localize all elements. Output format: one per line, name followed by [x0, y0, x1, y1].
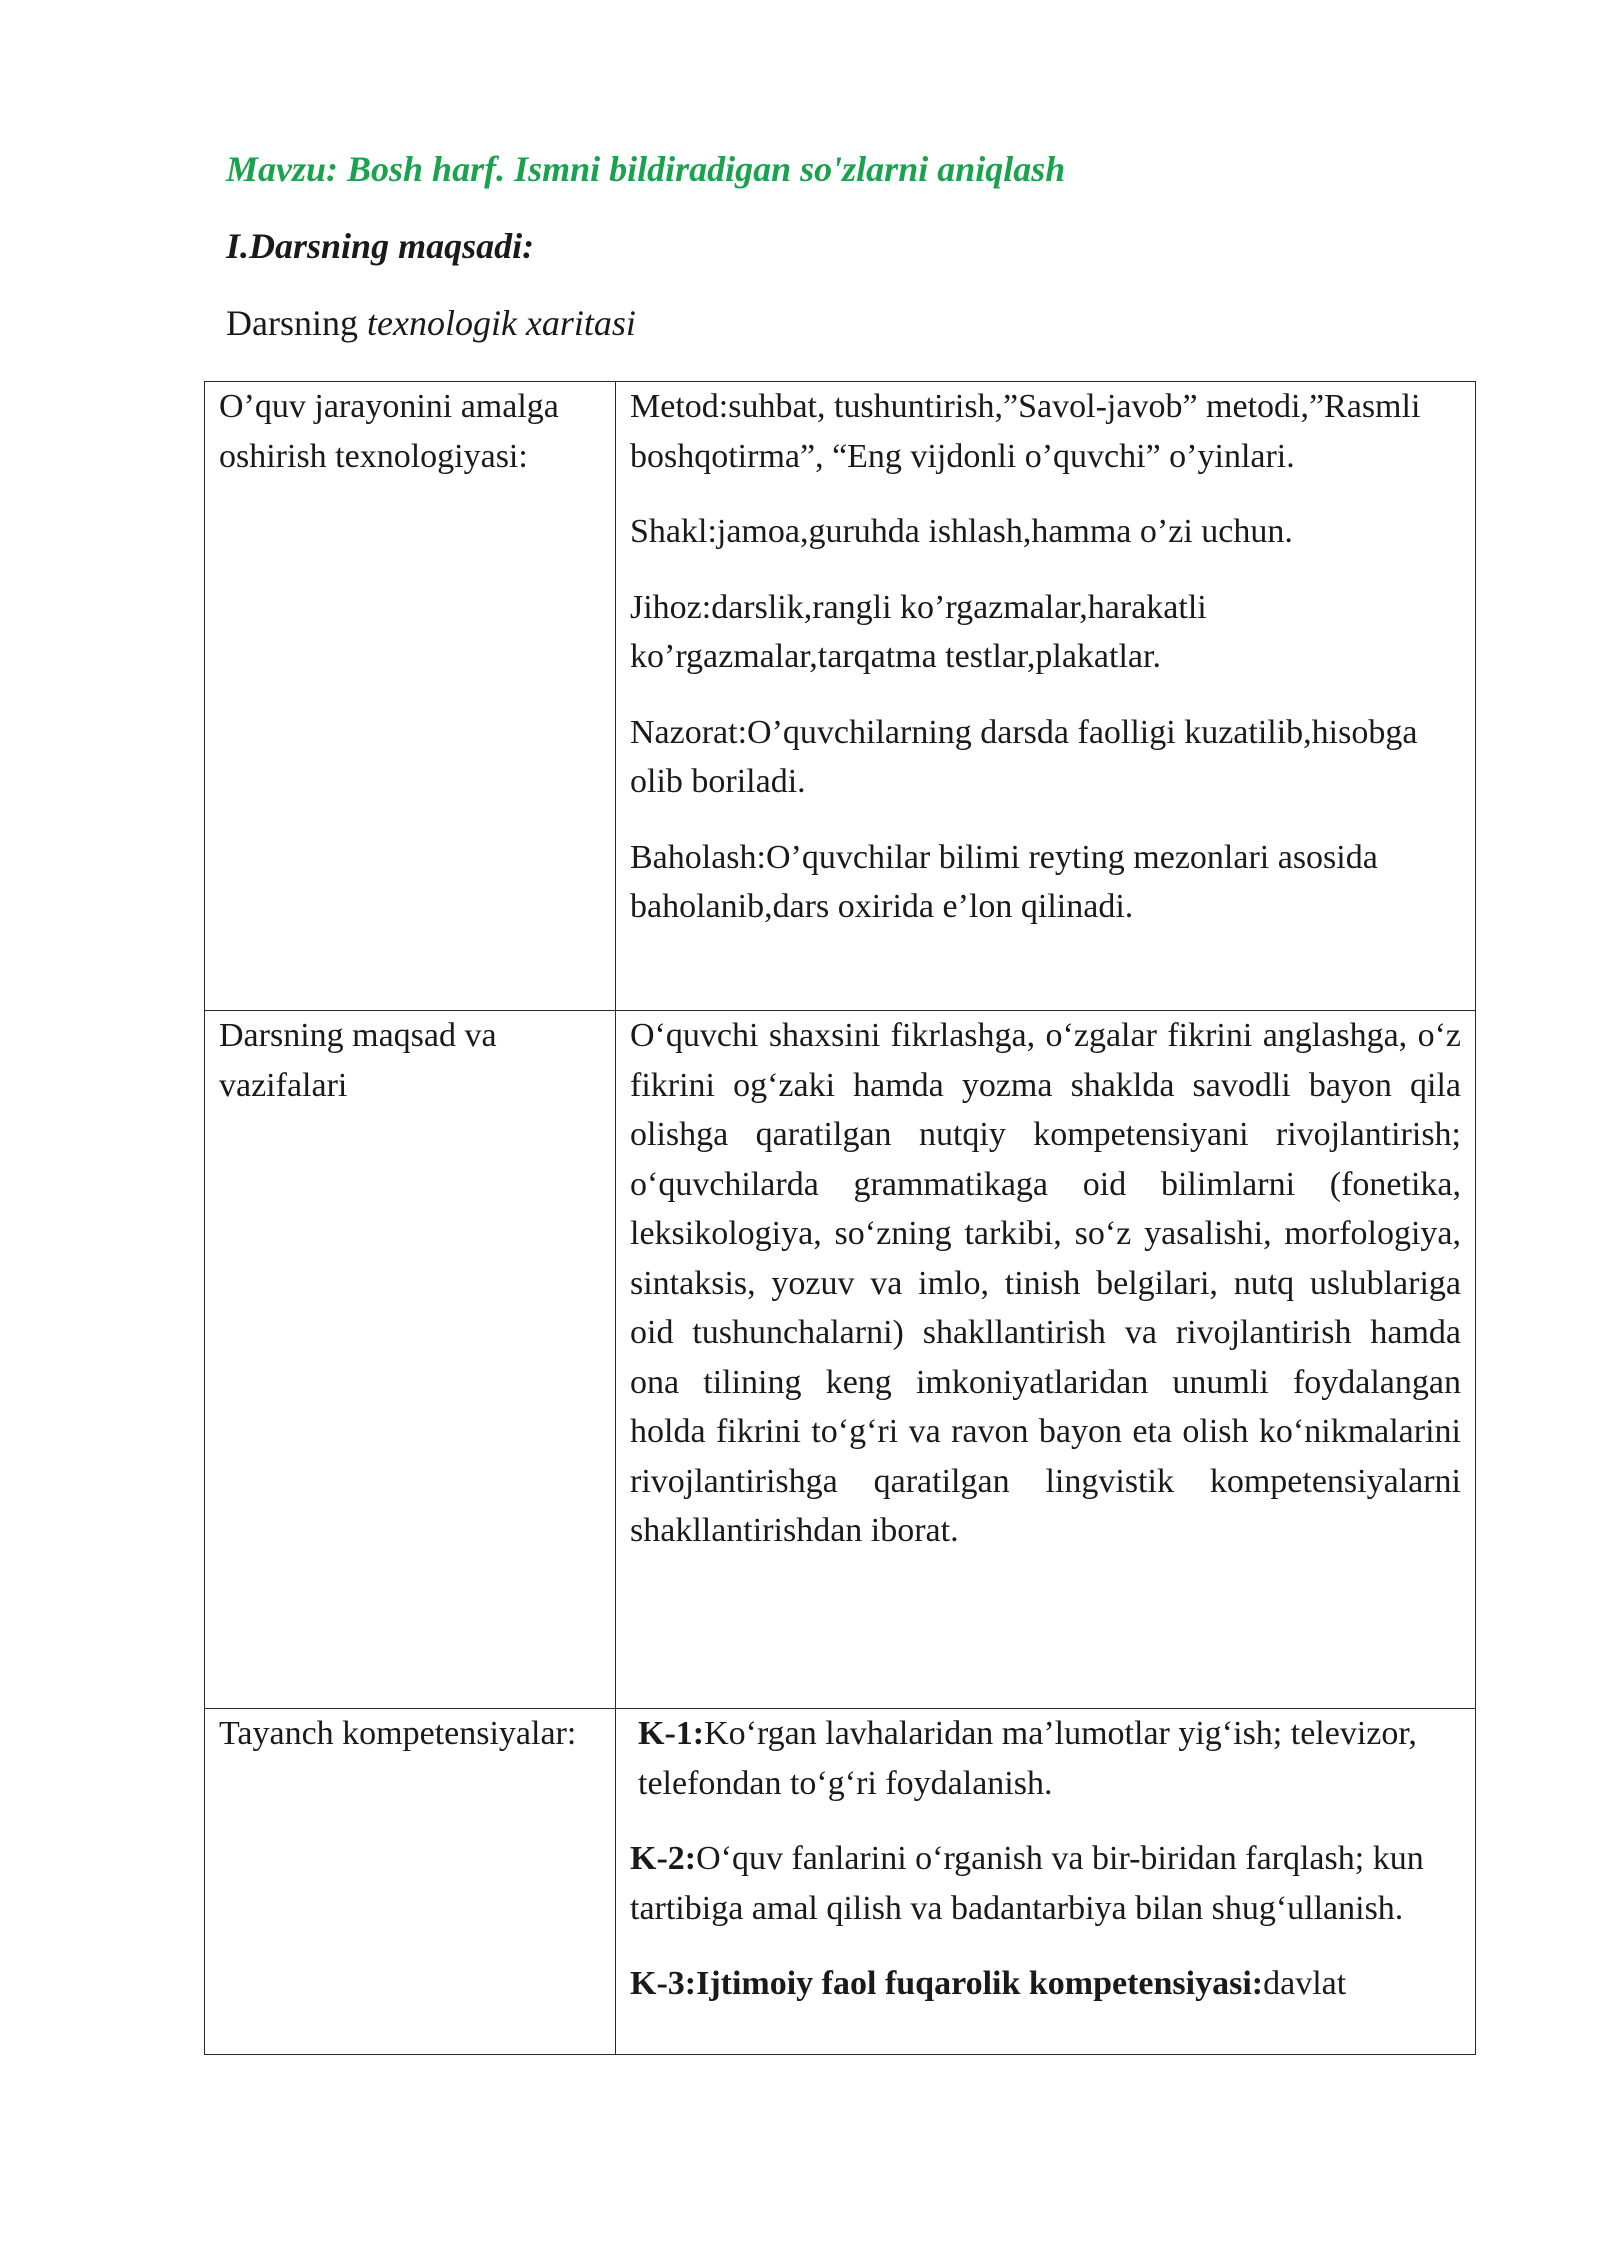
competency-k3: K-3:Ijtimoiy faol fuqarolik kompetensiyasi:davlat — [630, 1965, 1347, 2002]
competency-code: K-1: — [638, 1715, 705, 1752]
technology-map-caption — [226, 302, 636, 344]
row-label: Tayanch kompetensiyalar: — [205, 1709, 616, 2055]
control-paragraph: Nazorat:O’quvchilarning darsda faolligi kuzatilib,hisobga olib boriladi. — [630, 713, 1418, 800]
method-paragraph: Metod:suhbat, tushuntirish,”Savol-javob” metodi,”Rasmli boshqotirma”, “Eng vijdonli o’quvchi” o’yinlari. — [630, 388, 1421, 475]
competency-k1: K-1:Ko‘rgan lavhalaridan ma’lumotlar yig‘ish; televizor, telefondan to‘g‘ri foydalanish. — [638, 1715, 1417, 1802]
row-content — [616, 1011, 1476, 1709]
form-paragraph: Shakl:jamoa,guruhda ishlash,hamma o’zi uchun. — [630, 513, 1293, 550]
assessment-paragraph: Baholash:O’quvchilar bilimi reyting mezonlari asosida baholanib,dars oxirida e’lon qilinadi. — [630, 838, 1378, 925]
competency-code: K-3:Ijtimoiy faol fuqarolik kompetensiyasi: — [630, 1965, 1264, 2002]
table-row — [205, 382, 1476, 1011]
row-content — [616, 382, 1476, 1011]
row-label: Darsning maqsad va vazifalari — [205, 1011, 616, 1709]
technology-map-italic: texnologik xaritasi — [366, 303, 636, 343]
topic-heading: Mavzu: Bosh harf. Ismni bildiradigan so'zlarni aniqlash — [226, 149, 1066, 189]
table-row — [205, 1011, 1476, 1709]
equipment-paragraph: Jihoz:darslik,rangli ko’rgazmalar,harakatli ko’rgazmalar,tarqatma testlar,plakatlar. — [630, 588, 1207, 675]
table-row — [205, 1709, 1476, 2055]
row-label: O’quv jarayonini amalga oshirish texnologiyasi: — [205, 382, 616, 1011]
technology-map-prefix: Darsning — [226, 303, 358, 343]
lesson-goal-heading: I.Darsning maqsadi: — [226, 226, 535, 266]
competency-code: K-2: — [630, 1840, 697, 1877]
competency-k2: K-2:O‘quv fanlarini o‘rganish va bir-biridan farqlash; kun tartibiga amal qilish va badantarbiya bilan shug‘ullanish. — [630, 1840, 1424, 1927]
goals-paragraph: O‘quvchi shaxsini fikrlashga, o‘zgalar fikrini anglashga, o‘z fikrini og‘zaki hamda yozma shaklda savodli bayon qila olishga qaratilgan nutqiy kompetensiyani rivojlantirish; o‘quvchilarda grammatikaga oid bilimlarni (fonetika, leksikologiya, so‘zning tarkibi, so‘z yasalishi, morfologiya, sintaksis, yozuv va imlo, tinish belgilari, nutq uslublariga oid tushunchalarni) shakllantirish va rivojlantirish hamda ona tilining keng imkoniyatlaridan unumli foydalangan holda fikrini to‘g‘ri va ravon bayon eta olish ko‘nikmalarini rivojlantirishga qaratilgan lingvistik kompetensiyalarni shakllantirishdan iborat. — [630, 1017, 1461, 1549]
row-content — [616, 1709, 1476, 2055]
lesson-plan-table — [204, 381, 1476, 2055]
